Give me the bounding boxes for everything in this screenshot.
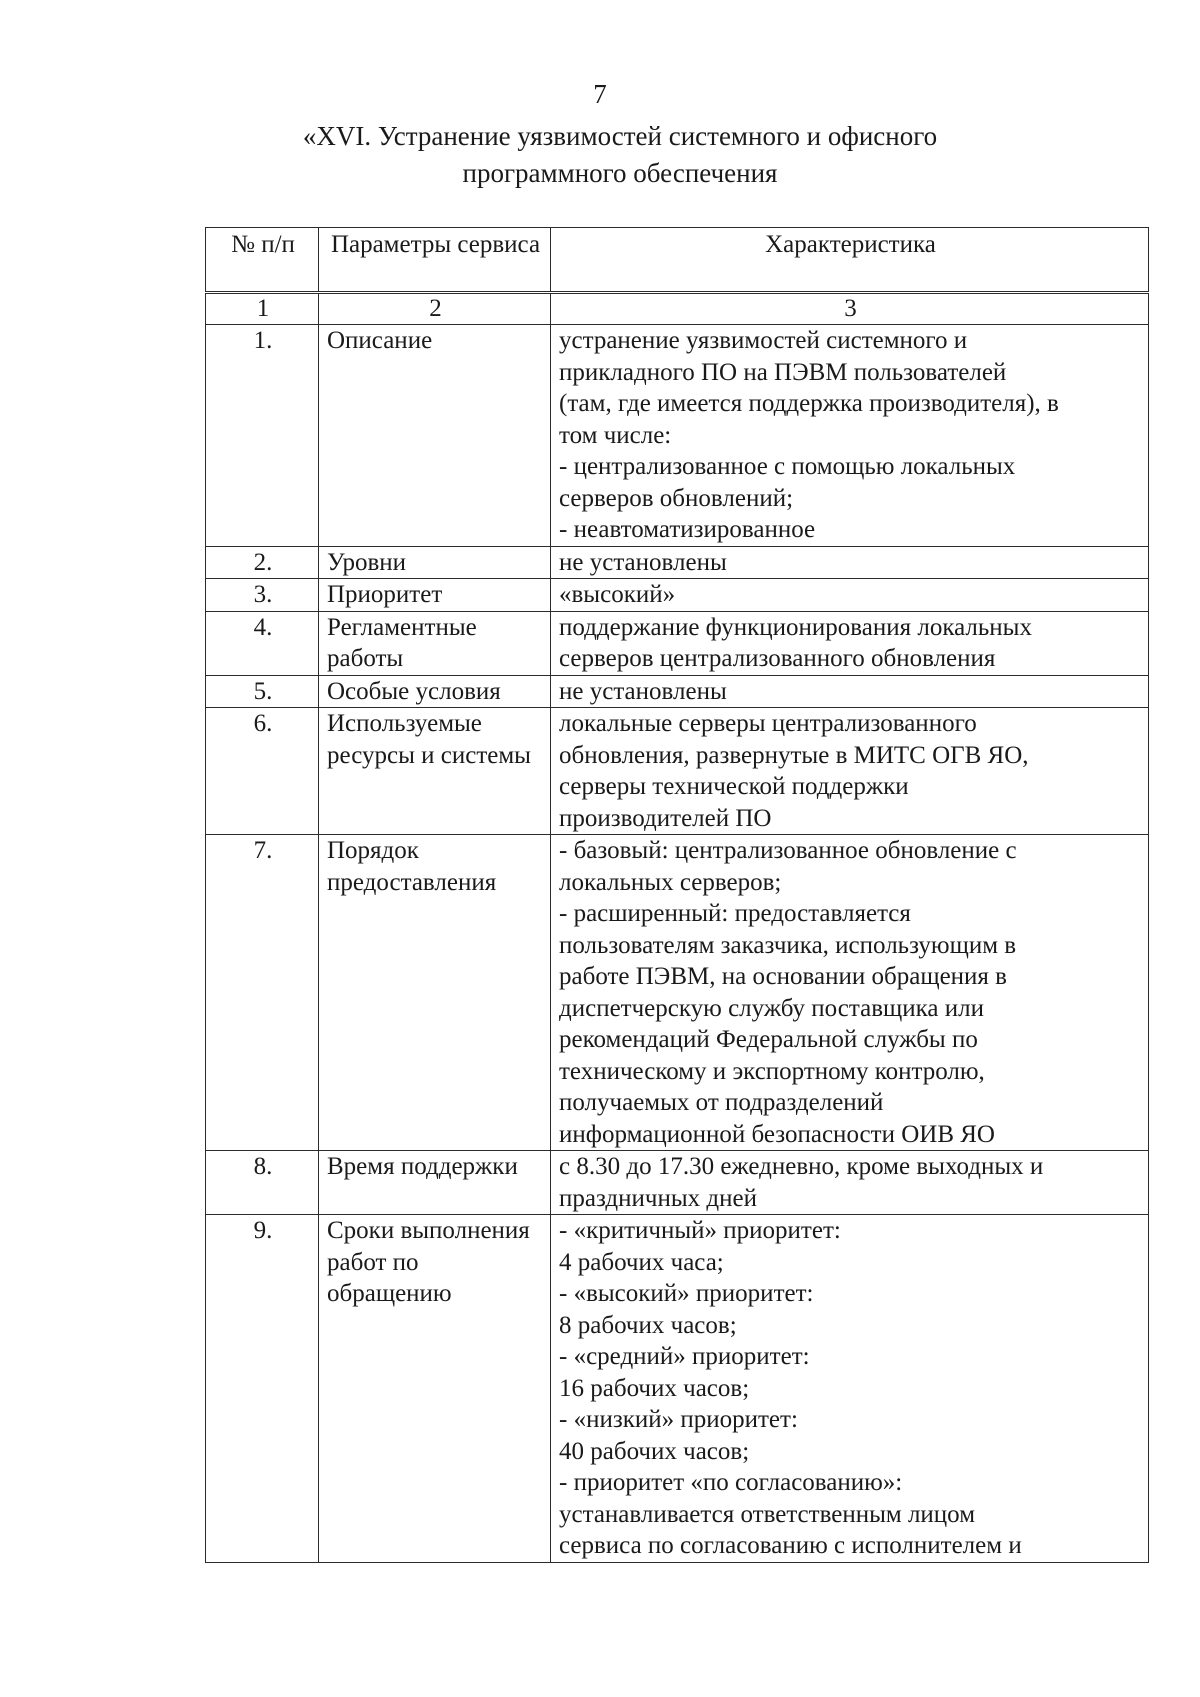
row-characteristic — [551, 1215, 1149, 1563]
row-number: 1. — [206, 325, 319, 547]
characteristic-line: диспетчерскую службу поставщика или — [559, 994, 984, 1022]
characteristic-line: том числе: — [559, 421, 672, 449]
row-number: 5. — [206, 675, 319, 708]
row-number: 4. — [206, 611, 319, 675]
row-parameter: Порядок предоставления — [319, 835, 551, 1151]
characteristic-line: серверов централизованного обновления — [559, 645, 996, 672]
characteristic-line: локальные серверы централизованного — [559, 710, 977, 737]
column-number: 1 — [206, 293, 319, 325]
characteristic-line: 4 рабочих часа; — [559, 1248, 724, 1276]
characteristic-line: 8 рабочих часов; — [559, 1311, 737, 1339]
row-characteristic — [551, 579, 1149, 612]
row-number: 8. — [206, 1151, 319, 1215]
row-number: 7. — [206, 835, 319, 1151]
characteristic-line: устранение уязвимостей системного и — [559, 327, 968, 354]
table-row — [206, 1151, 1149, 1215]
characteristic-line: - «критичный» приоритет: — [559, 1217, 841, 1244]
table-row — [206, 325, 1149, 547]
characteristic-line: - «низкий» приоритет: — [559, 1406, 798, 1433]
table-row — [206, 675, 1149, 708]
header-parameter: Параметры сервиса — [319, 228, 551, 293]
characteristic-line: - «высокий» приоритет: — [559, 1280, 814, 1307]
row-characteristic — [551, 611, 1149, 675]
characteristic-line: - централизованное с помощью локальных — [559, 453, 1016, 480]
column-numbering-row — [206, 293, 1149, 325]
column-number: 2 — [319, 293, 551, 325]
table-row — [206, 579, 1149, 612]
row-parameter: Используемые ресурсы и системы — [319, 708, 551, 835]
row-parameter: Время поддержки — [319, 1151, 551, 1215]
characteristic-line: - расширенный: предоставляется — [559, 900, 911, 927]
row-parameter: Регламентные работы — [319, 611, 551, 675]
characteristic-line: с 8.30 до 17.30 ежедневно, кроме выходных и — [559, 1153, 1044, 1180]
characteristic-line: - неавтоматизированное — [559, 516, 816, 543]
row-number: 3. — [206, 579, 319, 612]
characteristic-line: «высокий» — [559, 581, 676, 608]
row-parameter: Особые условия — [319, 675, 551, 708]
characteristic-line: обновления, развернутые в МИТС ОГВ ЯО, — [559, 741, 1029, 769]
row-characteristic — [551, 708, 1149, 835]
table-row — [206, 611, 1149, 675]
row-characteristic — [551, 835, 1149, 1151]
page-number: 7 — [593, 79, 607, 109]
characteristic-line: получаемых от подразделений — [559, 1089, 884, 1116]
characteristic-line: рекомендаций Федеральной службы по — [559, 1026, 978, 1053]
characteristic-line: прикладного ПО на ПЭВМ пользователей — [559, 358, 1007, 386]
table-row — [206, 708, 1149, 835]
characteristic-line: - «средний» приоритет: — [559, 1343, 810, 1370]
service-parameters-table — [205, 227, 1149, 1563]
characteristic-line: локальных серверов; — [559, 868, 782, 896]
row-characteristic — [551, 675, 1149, 708]
row-characteristic — [551, 325, 1149, 547]
header-characteristic: Характеристика — [551, 228, 1149, 293]
row-number: 2. — [206, 546, 319, 579]
row-characteristic — [551, 1151, 1149, 1215]
row-characteristic — [551, 546, 1149, 579]
characteristic-line: 40 рабочих часов; — [559, 1437, 750, 1465]
characteristic-line: производителей ПО — [559, 804, 772, 832]
table-row — [206, 835, 1149, 1151]
characteristic-line: - приоритет «по согласованию»: — [559, 1469, 903, 1496]
row-parameter: Описание — [319, 325, 551, 547]
characteristic-line: пользователям заказчика, использующим в — [559, 931, 1017, 959]
column-number: 3 — [551, 293, 1149, 325]
table-row — [206, 1215, 1149, 1563]
characteristic-line: не установлены — [559, 548, 727, 576]
row-number: 6. — [206, 708, 319, 835]
characteristic-line: поддержание функционирования локальных — [559, 613, 1032, 641]
characteristic-line: сервиса по согласованию с исполнителем и — [559, 1532, 1022, 1559]
characteristic-line: устанавливается ответственным лицом — [559, 1500, 976, 1528]
characteristic-line: праздничных дней — [559, 1184, 757, 1212]
characteristic-line: - базовый: централизованное обновление с — [559, 837, 1017, 864]
characteristic-line: техническому и экспортному контролю, — [559, 1057, 985, 1085]
characteristic-line: (там, где имеется поддержка производителя), в — [559, 390, 1059, 417]
row-parameter: Приоритет — [319, 579, 551, 612]
characteristic-line: серверы технической поддержки — [559, 773, 909, 800]
table-header-row — [206, 228, 1149, 293]
table-row — [206, 546, 1149, 579]
header-number: № п/п — [206, 228, 319, 293]
characteristic-line: 16 рабочих часов; — [559, 1374, 750, 1402]
characteristic-line: информационной безопасности ОИВ ЯО — [559, 1120, 995, 1148]
section-title: «XVI. Устранение уязвимостей системного и офисного программного обеспечения — [302, 121, 938, 188]
characteristic-line: серверов обновлений; — [559, 484, 794, 512]
characteristic-line: не установлены — [559, 677, 727, 705]
row-number: 9. — [206, 1215, 319, 1563]
row-parameter: Сроки выполнения работ по обращению — [319, 1215, 551, 1563]
characteristic-line: работе ПЭВМ, на основании обращения в — [559, 963, 1007, 990]
row-parameter: Уровни — [319, 546, 551, 579]
